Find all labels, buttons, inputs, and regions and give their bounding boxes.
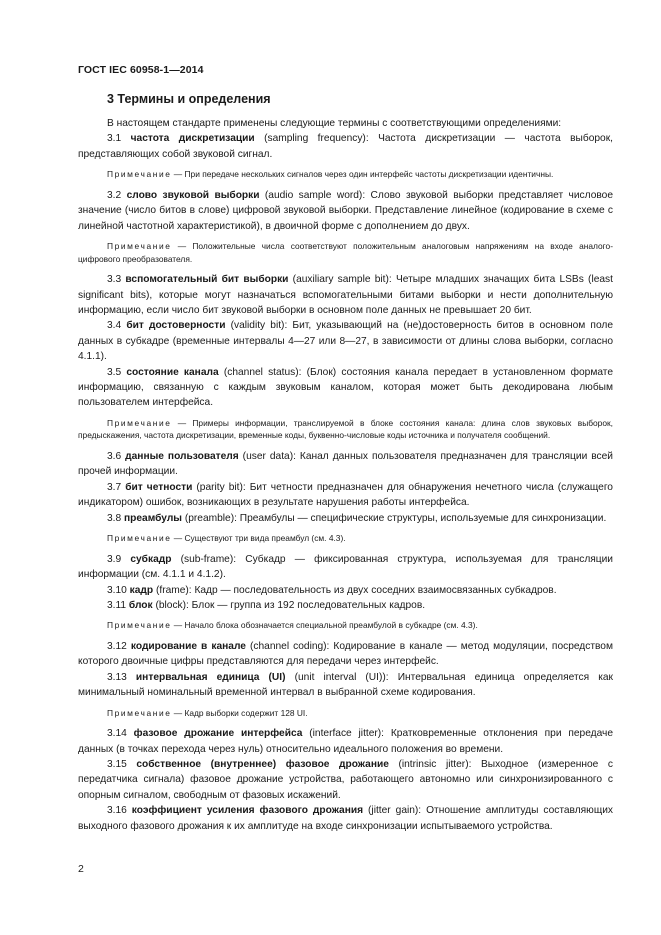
note-label: Примечание	[107, 241, 172, 252]
note	[78, 168, 613, 181]
note	[78, 619, 613, 632]
term-number: 3.11	[107, 599, 127, 611]
term-number: 3.1	[107, 133, 122, 145]
term-text: (intrinsic jitter): Выходное (измеренное с передатчика сигнала) фазовое дрожание устройства, работающего автономно или синхронизированного с опорным сигналом, свободным от фазовых искажений.	[78, 758, 613, 801]
term-name: слово звуковой выборки	[126, 189, 260, 201]
note-label: Примечание	[107, 169, 172, 180]
note	[78, 532, 613, 545]
term-definition	[78, 598, 613, 613]
term-definition	[78, 131, 613, 162]
term-definition	[78, 803, 613, 834]
term-text: (parity bit): Бит четности предназначен для обнаружения нечетного числа (служащего индикатором) ошибок, возникающих в результате нарушения работы интерфейса.	[78, 481, 613, 509]
term-name: бит четности	[125, 481, 193, 493]
term-name: вспомогательный бит выборки	[125, 274, 289, 286]
term-definition	[78, 272, 613, 318]
note-text: — Примеры информации, транслируемой в блоке состояния канала: длина слов звуковых выборок, предыскажения, частота дискретизации, временные коды, буквенно-числовые коды источника и получателя сообщений.	[78, 417, 613, 441]
term-text: (block): Блок — группа из 192 последовательных кадров.	[152, 599, 426, 611]
document-header: ГОСТ IEC 60958-1—2014	[78, 64, 204, 76]
term-definition	[78, 726, 613, 757]
term-number: 3.15	[107, 758, 127, 770]
term-number: 3.10	[107, 584, 127, 596]
term-text: (validity bit): Бит, указывающий на (не)достоверность битов в основном поле данных в субкадре (временные интервалы 4—27 или 8—27, в зависимости от длины слова выборки, согласно 4.1.1).	[78, 320, 613, 363]
page-content	[78, 91, 613, 834]
note	[78, 240, 613, 265]
term-name: кодирование в канале	[130, 640, 246, 652]
term-text: (interface jitter): Кратковременные отклонения при передаче данных (в точках перехода через нуль) относительно идеального положения во времени.	[78, 728, 613, 755]
term-number: 3.9	[107, 553, 122, 565]
term-name: собственное (внутреннее) фазовое дрожание	[136, 758, 389, 770]
term-text: (sampling frequency): Частота дискретизации — частота выборок, представляющих собой звуковой сигнал.	[78, 133, 613, 160]
term-number: 3.14	[107, 728, 127, 740]
term-text: (audio sample word): Слово звуковой выборки представляет числовое значение (число битов в слове) цифровой звуковой выборки. Представление линейное (кодирование в схеме с линейной частотной характеристикой), в двоичной форме с дополнением до двух.	[78, 189, 613, 232]
term-definition	[78, 480, 613, 511]
term-name: преамбулы	[124, 512, 182, 524]
page-number: 2	[78, 863, 84, 875]
term-name: блок	[128, 599, 153, 611]
term-name: бит достоверности	[126, 320, 226, 332]
term-name: состояние канала	[126, 366, 219, 378]
note-label: Примечание	[107, 620, 172, 631]
term-text: (auxiliary sample bit): Четыре младших значащих бита LSBs (least significant bits), которые могут назначаться вспомогательными битами выборки и нести дополнительную информацию, если число бит звуковой выборки в основном поле данных не превышает 20 бит.	[78, 274, 613, 317]
note	[78, 707, 613, 720]
section-title: 3 Термины и определения	[107, 92, 271, 106]
term-number: 3.13	[107, 671, 127, 683]
note-text: — Существуют три вида преамбул (см. 4.3).	[171, 533, 346, 544]
term-name: кадр	[129, 584, 154, 596]
term-name: субкадр	[130, 553, 172, 565]
term-definition	[78, 365, 613, 411]
note-label: Примечание	[107, 417, 172, 428]
term-number: 3.12	[107, 640, 127, 652]
term-text: (user data): Канал данных пользователя предназначен для трансляции всей прочей информации.	[78, 451, 613, 478]
note-text: — Кадр выборки содержит 128 UI.	[171, 707, 308, 718]
term-definition	[78, 639, 613, 670]
term-text: (jitter gain): Отношение амплитуды составляющих выходного фазового дрожания к их амплитуде на входе синхронизации испытываемого устройства.	[78, 805, 613, 832]
term-number: 3.2	[107, 189, 122, 201]
term-name: данные пользователя	[125, 451, 239, 463]
term-text: (channel status): (Блок) состояния канала передает в установленном формате информацию, связанную с каждым звуковым каналом, которая может быть декодирована любым пользователем интерфейса.	[78, 366, 613, 409]
term-number: 3.8	[107, 512, 122, 524]
term-name: интервальная единица (UI)	[135, 671, 286, 683]
term-number: 3.6	[107, 451, 122, 463]
term-number: 3.7	[107, 481, 122, 493]
intro-paragraph: В настоящем стандарте применены следующие термины с соответствующими определениями:	[107, 118, 562, 129]
term-name: фазовое дрожание интерфейса	[133, 728, 303, 740]
term-number: 3.3	[107, 274, 122, 286]
term-text: (preamble): Преамбулы — специфические структуры, используемые для синхронизации.	[182, 512, 607, 524]
note-text: — При передаче нескольких сигналов через один интерфейс частоты дискретизации идентичны.	[171, 169, 554, 180]
term-name: коэффициент усиления фазового дрожания	[131, 805, 364, 817]
terms-list	[78, 131, 613, 834]
term-text: (channel coding): Кодирование в канале — метод модуляции, посредством которого двоичные цифры представляются для передачи через интерфейс.	[78, 640, 613, 668]
note-text: — Положительные числа соответствуют положительным аналоговым напряжениям на входе аналого-цифрового преобразователя.	[78, 241, 613, 264]
term-definition	[78, 318, 613, 364]
term-definition	[78, 552, 613, 583]
term-definition	[78, 511, 613, 526]
term-definition	[78, 188, 613, 234]
term-definition	[78, 757, 613, 803]
term-number: 3.5	[107, 366, 122, 378]
note-label: Примечание	[107, 533, 172, 544]
note-label: Примечание	[107, 707, 172, 718]
term-name: частота дискретизации	[130, 133, 255, 145]
term-number: 3.16	[107, 805, 127, 817]
note-text: — Начало блока обозначается специальной преамбулой в субкадре (см. 4.3).	[171, 620, 478, 631]
term-text: (unit interval (UI)): Интервальная единица определяется как минимальный номинальный временной интервал в выбранной схеме кодирования.	[78, 671, 613, 699]
term-definition	[78, 670, 613, 701]
term-text: (sub-frame): Субкадр — фиксированная структура, используемая для трансляции информации (см. 4.1.1 и 4.1.2).	[78, 553, 613, 581]
note	[78, 417, 613, 442]
term-text: (frame): Кадр — последовательность из двух соседних взаимосвязанных субкадров.	[153, 584, 557, 596]
term-definition	[78, 449, 613, 480]
term-number: 3.4	[107, 320, 122, 332]
term-definition	[78, 583, 613, 598]
